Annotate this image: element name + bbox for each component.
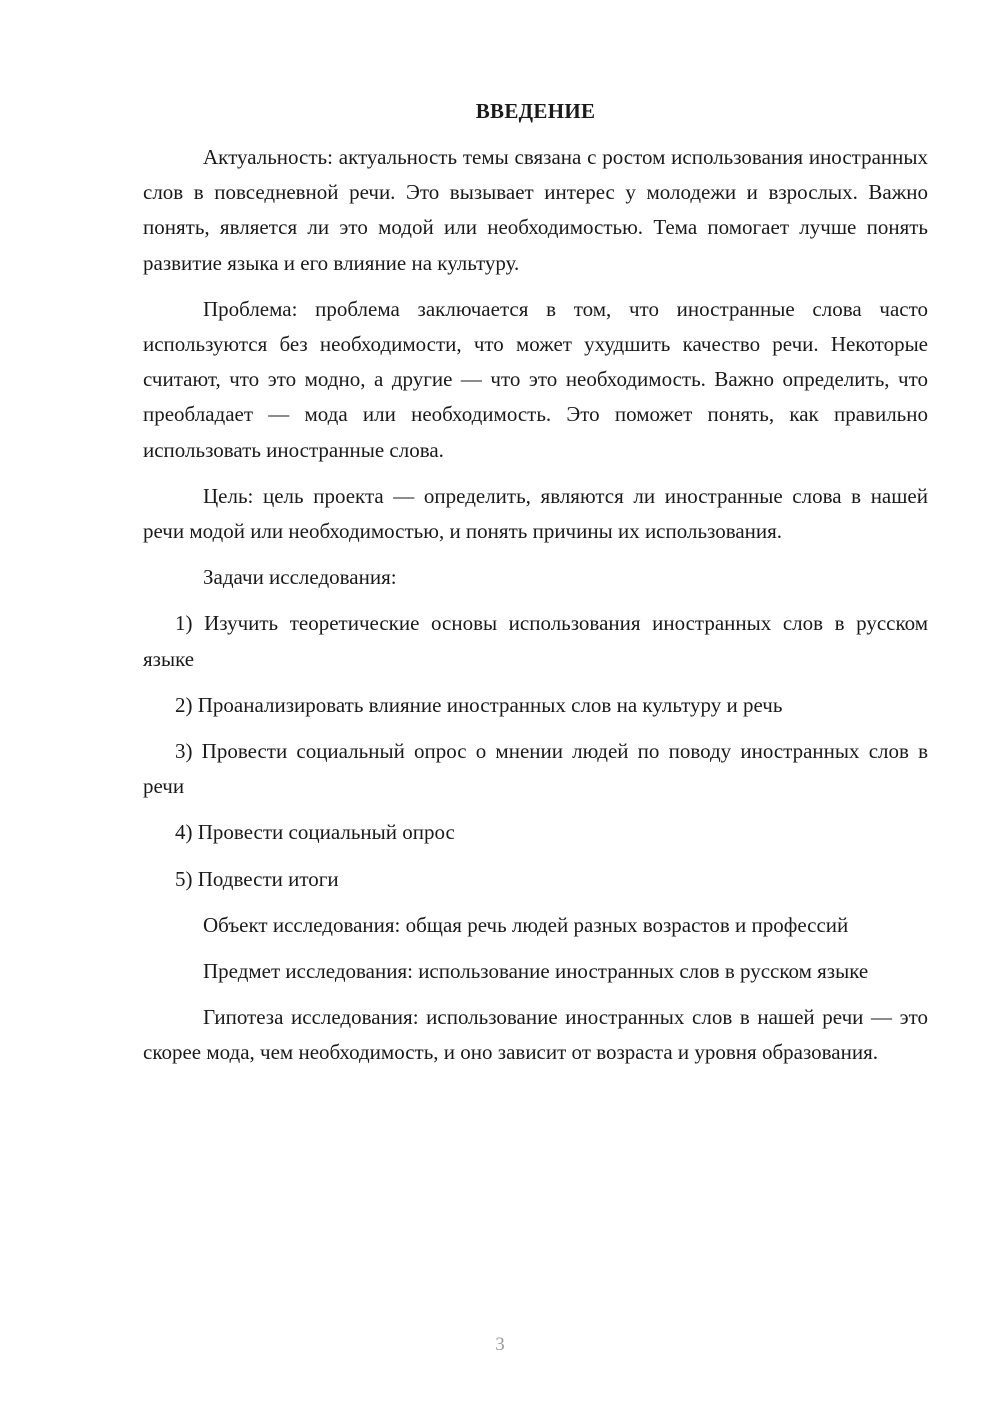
page-number: 3 [495,1334,505,1355]
object-paragraph: Объект исследования: общая речь людей разных возрастов и профессий [203,912,849,937]
hypothesis-paragraph: Гипотеза исследования: использование иностранных слов в нашей речи — это скорее мода, чем необходимость, и оно зависит от возраста и уровня образования. [143,1005,928,1065]
task-item: 1) Изучить теоретические основы использования иностранных слов в русском языке [143,611,928,671]
document-page [143,96,928,1082]
task-item: 3) Провести социальный опрос о мнении людей по поводу иностранных слов в речи [143,739,928,799]
task-item: 4) Провести социальный опрос [175,820,455,845]
goal-paragraph: Цель: цель проекта — определить, являются ли иностранные слова в нашей речи модой или необходимостью, и понять причины их использования. [143,483,928,544]
subject-paragraph: Предмет исследования: использование иностранных слов в русском языке [203,959,869,984]
relevance-paragraph: Актуальность: актуальность темы связана с ростом использования иностранных слов в повседневной речи. Это вызывает интерес у молодежи и взрослых. Важно понять, является ли это модой или необходимостью. Тема помогает лучше понять развитие языка и его влияние на культуру. [143,145,928,275]
section-title: ВВЕДЕНИЕ [475,99,596,123]
task-item: 2) Проанализировать влияние иностранных слов на культуру и речь [175,692,783,717]
tasks-heading: Задачи исследования: [203,565,397,590]
problem-paragraph: Проблема: проблема заключается в том, что иностранные слова часто используются без необходимости, что может ухудшить качество речи. Некоторые считают, что это модно, а другие — что это необходимость. Важно определить, что преобладает — мода или необходимость. Это поможет понять, как правильно использовать иностранные слова. [143,296,928,462]
task-item: 5) Подвести итоги [175,866,339,891]
